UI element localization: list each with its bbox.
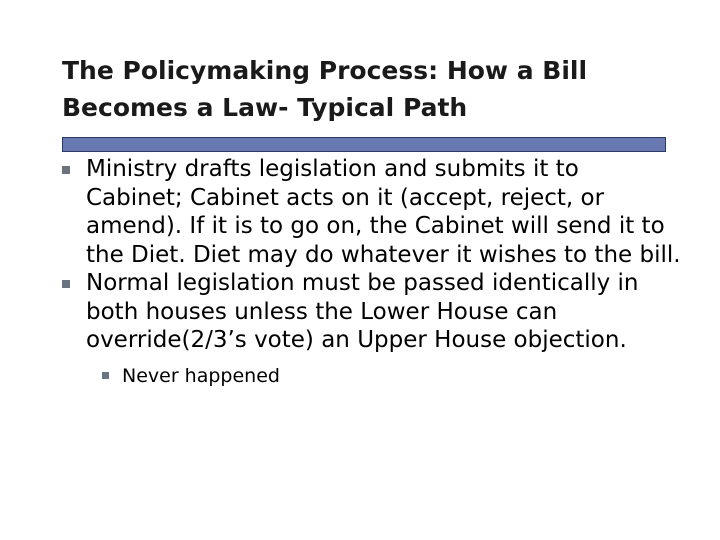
title-line-2: Becomes a Law- Typical Path xyxy=(62,93,468,122)
title-divider-bar xyxy=(62,137,666,152)
square-bullet-icon xyxy=(62,166,70,174)
sub-bullet-item xyxy=(102,363,682,389)
square-bullet-icon xyxy=(102,372,109,379)
bullet-item xyxy=(62,155,682,269)
bullet-item xyxy=(62,269,682,389)
sub-bullet-list xyxy=(86,363,682,389)
title-line-1: The Policymaking Process: How a Bill xyxy=(62,56,588,85)
bullet-text: Ministry drafts legislation and submits it to Cabinet; Cabinet acts on it (accept, reject, or amend). If it is to go on, the Cabinet will send it to the Diet. Diet may do whatever it wishes to the bill. xyxy=(86,156,681,268)
square-bullet-icon xyxy=(62,280,70,288)
bullet-text: Normal legislation must be passed identically in both houses unless the Lower House can override(2/3’s vote) an Upper House objection. xyxy=(86,270,639,353)
bullet-list xyxy=(62,155,682,389)
slide-title xyxy=(62,52,682,126)
sub-bullet-text: Never happened xyxy=(122,364,280,387)
